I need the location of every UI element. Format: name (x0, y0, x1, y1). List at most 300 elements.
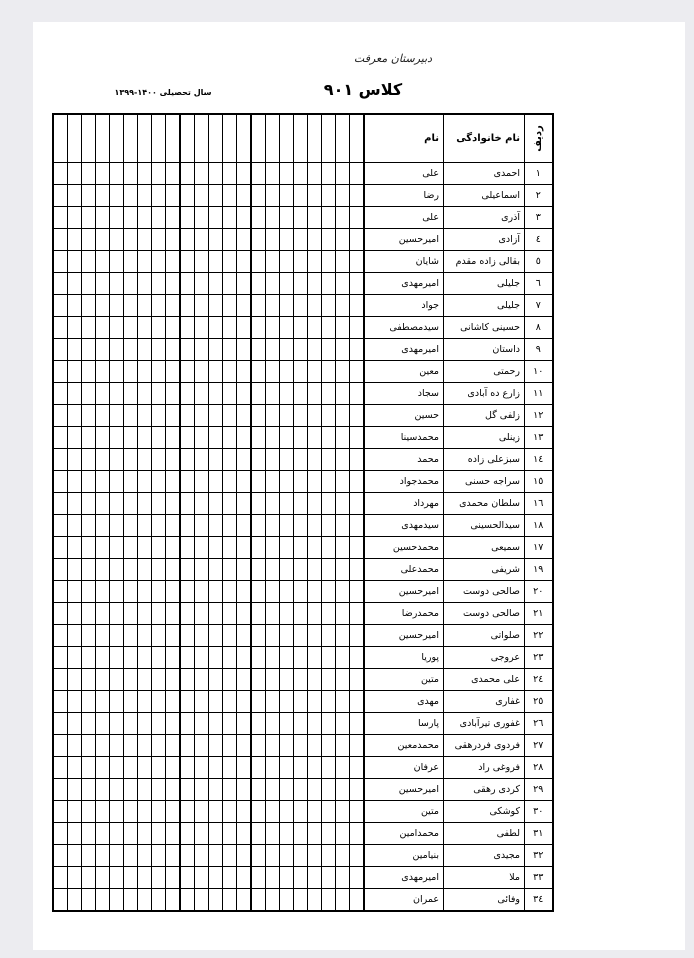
grid-cell (124, 801, 138, 823)
grid-cell (152, 713, 166, 735)
grid-cell (166, 823, 181, 845)
grid-cell (110, 757, 124, 779)
grid-cell (152, 251, 166, 273)
grid-cell (96, 471, 110, 493)
grid-cell (251, 823, 266, 845)
grid-cell (251, 867, 266, 889)
grid-cell (266, 383, 280, 405)
grid-cell (166, 625, 181, 647)
grid-cell (82, 823, 96, 845)
grid-cell (68, 537, 82, 559)
grid-cell (237, 735, 252, 757)
row-last-name: کوشکی (444, 801, 525, 823)
grid-cell (195, 207, 209, 229)
grid-cell (294, 317, 308, 339)
grid-cell (294, 603, 308, 625)
grid-cell (152, 889, 166, 912)
table-row (53, 669, 553, 691)
row-first-name: امیرحسین (364, 581, 444, 603)
grid-cell (308, 823, 322, 845)
grid-cell (336, 823, 350, 845)
grid-cell (308, 625, 322, 647)
grid-cell (124, 779, 138, 801)
row-index: ۲٦ (525, 713, 553, 735)
grid-cell (251, 625, 266, 647)
grid-cell (223, 625, 237, 647)
grid-cell (294, 823, 308, 845)
grid-cell (308, 493, 322, 515)
grid-cell (294, 339, 308, 361)
grid-cell (68, 251, 82, 273)
grid-cell (138, 537, 152, 559)
grid-cell (280, 801, 294, 823)
grid-cell (110, 669, 124, 691)
grid-cell (350, 163, 365, 185)
grid-cell (237, 867, 252, 889)
grid-cell (110, 779, 124, 801)
table-row (53, 515, 553, 537)
grid-cell (166, 581, 181, 603)
grid-cell (280, 867, 294, 889)
grid-cell (180, 603, 195, 625)
row-last-name: صلواتی (444, 625, 525, 647)
grid-cell (110, 251, 124, 273)
document-page (33, 22, 685, 950)
grid-cell (237, 317, 252, 339)
grid-cell (110, 801, 124, 823)
grid-cell (308, 713, 322, 735)
grid-cell (350, 669, 365, 691)
grid-header-cell (68, 114, 82, 163)
grid-cell (138, 185, 152, 207)
row-last-name: سیدالحسینی (444, 515, 525, 537)
grid-cell (223, 537, 237, 559)
grid-cell (322, 647, 336, 669)
row-index: ۱۳ (525, 427, 553, 449)
grid-cell (110, 625, 124, 647)
grid-cell (110, 559, 124, 581)
grid-cell (82, 537, 96, 559)
grid-cell (166, 163, 181, 185)
grid-cell (209, 823, 223, 845)
grid-cell (180, 317, 195, 339)
grid-cell (152, 801, 166, 823)
grid-cell (53, 273, 68, 295)
grid-header-cell (180, 114, 195, 163)
grid-header-cell (280, 114, 294, 163)
grid-cell (251, 229, 266, 251)
grid-cell (209, 449, 223, 471)
grid-cell (251, 691, 266, 713)
grid-cell (209, 757, 223, 779)
grid-cell (237, 251, 252, 273)
row-index: ۲٥ (525, 691, 553, 713)
grid-cell (266, 405, 280, 427)
grid-cell (308, 295, 322, 317)
grid-cell (53, 229, 68, 251)
grid-cell (280, 163, 294, 185)
row-index: ۱۸ (525, 515, 553, 537)
grid-cell (96, 339, 110, 361)
row-index: ٦ (525, 273, 553, 295)
grid-cell (237, 163, 252, 185)
grid-cell (53, 537, 68, 559)
grid-cell (82, 383, 96, 405)
row-index: ۱٦ (525, 493, 553, 515)
grid-cell (110, 405, 124, 427)
row-index: ۲۳ (525, 647, 553, 669)
grid-cell (209, 603, 223, 625)
grid-cell (195, 251, 209, 273)
grid-cell (138, 647, 152, 669)
grid-cell (350, 449, 365, 471)
grid-cell (266, 229, 280, 251)
grid-cell (336, 735, 350, 757)
grid-cell (166, 603, 181, 625)
row-first-name: علی (364, 163, 444, 185)
row-index: ۳۱ (525, 823, 553, 845)
grid-cell (180, 383, 195, 405)
table-row (53, 471, 553, 493)
grid-cell (237, 713, 252, 735)
grid-cell (110, 383, 124, 405)
grid-cell (53, 669, 68, 691)
grid-cell (209, 867, 223, 889)
grid-cell (96, 251, 110, 273)
grid-cell (124, 669, 138, 691)
row-index: ۲۰ (525, 581, 553, 603)
grid-cell (280, 427, 294, 449)
grid-cell (180, 339, 195, 361)
grid-cell (266, 493, 280, 515)
grid-cell (152, 229, 166, 251)
grid-cell (124, 449, 138, 471)
grid-cell (251, 383, 266, 405)
grid-cell (223, 493, 237, 515)
grid-cell (152, 537, 166, 559)
grid-cell (350, 515, 365, 537)
grid-cell (280, 317, 294, 339)
grid-cell (53, 713, 68, 735)
grid-cell (152, 867, 166, 889)
grid-cell (266, 647, 280, 669)
grid-cell (82, 163, 96, 185)
row-last-name: فردوی فردرهقی (444, 735, 525, 757)
grid-cell (336, 251, 350, 273)
grid-cell (223, 361, 237, 383)
grid-cell (237, 449, 252, 471)
grid-cell (223, 471, 237, 493)
table-row (53, 427, 553, 449)
grid-cell (53, 823, 68, 845)
grid-cell (266, 427, 280, 449)
grid-cell (223, 647, 237, 669)
grid-cell (166, 757, 181, 779)
grid-cell (180, 823, 195, 845)
grid-cell (180, 471, 195, 493)
grid-cell (166, 251, 181, 273)
grid-cell (322, 339, 336, 361)
grid-cell (209, 383, 223, 405)
grid-cell (308, 273, 322, 295)
grid-cell (322, 691, 336, 713)
grid-cell (53, 603, 68, 625)
grid-cell (237, 691, 252, 713)
grid-cell (209, 691, 223, 713)
grid-cell (180, 691, 195, 713)
grid-cell (308, 361, 322, 383)
grid-cell (82, 317, 96, 339)
grid-cell (180, 779, 195, 801)
grid-header-cell (237, 114, 252, 163)
row-first-name: متین (364, 669, 444, 691)
grid-cell (223, 801, 237, 823)
grid-cell (322, 801, 336, 823)
grid-cell (180, 647, 195, 669)
grid-cell (96, 295, 110, 317)
table-row (53, 823, 553, 845)
grid-cell (96, 603, 110, 625)
col-header-index (525, 114, 553, 163)
grid-cell (166, 713, 181, 735)
grid-cell (322, 295, 336, 317)
grid-cell (308, 471, 322, 493)
grid-cell (294, 449, 308, 471)
grid-cell (68, 867, 82, 889)
grid-cell (308, 207, 322, 229)
grid-cell (209, 427, 223, 449)
grid-cell (195, 427, 209, 449)
grid-cell (294, 845, 308, 867)
table-row (53, 493, 553, 515)
grid-cell (336, 603, 350, 625)
grid-cell (180, 889, 195, 912)
grid-cell (336, 427, 350, 449)
grid-cell (124, 273, 138, 295)
grid-cell (350, 757, 365, 779)
grid-cell (195, 185, 209, 207)
grid-cell (110, 603, 124, 625)
grid-cell (237, 185, 252, 207)
class-title: کلاس ۹۰۱ (323, 80, 403, 99)
grid-cell (322, 537, 336, 559)
row-index: ۱۲ (525, 405, 553, 427)
grid-cell (266, 669, 280, 691)
grid-cell (237, 405, 252, 427)
grid-cell (223, 559, 237, 581)
grid-cell (96, 581, 110, 603)
grid-cell (110, 845, 124, 867)
grid-cell (82, 713, 96, 735)
grid-cell (138, 251, 152, 273)
grid-cell (308, 801, 322, 823)
row-last-name: صالحی دوست (444, 603, 525, 625)
grid-cell (152, 207, 166, 229)
grid-cell (308, 779, 322, 801)
grid-cell (280, 823, 294, 845)
grid-cell (152, 185, 166, 207)
row-index: ۳٤ (525, 889, 553, 912)
row-index: ۲٤ (525, 669, 553, 691)
grid-header-cell (124, 114, 138, 163)
grid-header-cell (96, 114, 110, 163)
grid-cell (280, 625, 294, 647)
grid-cell (166, 889, 181, 912)
grid-cell (251, 295, 266, 317)
grid-cell (280, 295, 294, 317)
grid-cell (266, 581, 280, 603)
grid-cell (336, 757, 350, 779)
grid-cell (152, 691, 166, 713)
grid-cell (68, 493, 82, 515)
grid-cell (266, 757, 280, 779)
grid-cell (180, 669, 195, 691)
grid-cell (209, 537, 223, 559)
grid-cell (180, 713, 195, 735)
table-row (53, 559, 553, 581)
grid-cell (166, 361, 181, 383)
grid-cell (308, 691, 322, 713)
grid-cell (322, 889, 336, 912)
grid-cell (322, 207, 336, 229)
grid-cell (209, 471, 223, 493)
grid-cell (209, 625, 223, 647)
grid-cell (195, 383, 209, 405)
grid-cell (152, 163, 166, 185)
grid-cell (322, 581, 336, 603)
row-first-name: محمدامین (364, 823, 444, 845)
grid-cell (68, 295, 82, 317)
grid-cell (180, 625, 195, 647)
grid-cell (195, 823, 209, 845)
grid-cell (251, 515, 266, 537)
grid-cell (110, 273, 124, 295)
grid-cell (152, 295, 166, 317)
grid-cell (237, 493, 252, 515)
grid-cell (294, 889, 308, 912)
grid-cell (180, 537, 195, 559)
grid-cell (96, 845, 110, 867)
grid-cell (68, 713, 82, 735)
grid-cell (96, 383, 110, 405)
grid-cell (266, 361, 280, 383)
grid-cell (96, 669, 110, 691)
row-index: ۳ (525, 207, 553, 229)
grid-cell (82, 581, 96, 603)
grid-cell (110, 449, 124, 471)
grid-cell (280, 889, 294, 912)
grid-cell (96, 317, 110, 339)
grid-cell (138, 889, 152, 912)
grid-cell (124, 339, 138, 361)
grid-cell (280, 647, 294, 669)
table-row (53, 691, 553, 713)
grid-cell (53, 295, 68, 317)
grid-cell (209, 647, 223, 669)
grid-header-cell (53, 114, 68, 163)
grid-cell (209, 361, 223, 383)
grid-cell (251, 251, 266, 273)
grid-cell (68, 207, 82, 229)
grid-cell (223, 669, 237, 691)
grid-cell (266, 603, 280, 625)
grid-cell (166, 339, 181, 361)
grid-cell (237, 339, 252, 361)
grid-cell (251, 603, 266, 625)
grid-cell (110, 581, 124, 603)
grid-cell (68, 383, 82, 405)
grid-cell (308, 889, 322, 912)
grid-cell (308, 405, 322, 427)
grid-cell (195, 163, 209, 185)
grid-cell (195, 339, 209, 361)
grid-cell (266, 185, 280, 207)
grid-cell (138, 471, 152, 493)
table-row (53, 867, 553, 889)
grid-cell (124, 823, 138, 845)
grid-cell (266, 889, 280, 912)
grid-cell (322, 713, 336, 735)
grid-cell (96, 867, 110, 889)
grid-cell (237, 647, 252, 669)
grid-cell (195, 581, 209, 603)
grid-cell (152, 625, 166, 647)
grid-cell (195, 471, 209, 493)
row-index: ۲ (525, 185, 553, 207)
grid-cell (110, 185, 124, 207)
grid-cell (280, 669, 294, 691)
grid-cell (294, 427, 308, 449)
grid-cell (124, 229, 138, 251)
grid-cell (110, 493, 124, 515)
row-first-name: بنیامین (364, 845, 444, 867)
grid-cell (138, 207, 152, 229)
grid-cell (82, 251, 96, 273)
grid-cell (350, 427, 365, 449)
grid-cell (195, 669, 209, 691)
grid-cell (68, 559, 82, 581)
grid-cell (322, 251, 336, 273)
grid-cell (266, 691, 280, 713)
grid-cell (209, 251, 223, 273)
grid-cell (308, 647, 322, 669)
grid-cell (166, 845, 181, 867)
row-index: ۳۲ (525, 845, 553, 867)
grid-cell (82, 493, 96, 515)
row-last-name: صالحی دوست (444, 581, 525, 603)
row-last-name: لطفی (444, 823, 525, 845)
grid-cell (280, 845, 294, 867)
grid-cell (237, 361, 252, 383)
grid-cell (350, 361, 365, 383)
grid-cell (138, 163, 152, 185)
grid-cell (152, 581, 166, 603)
grid-cell (251, 735, 266, 757)
grid-cell (251, 207, 266, 229)
grid-cell (152, 559, 166, 581)
row-index: ۸ (525, 317, 553, 339)
attendance-table (52, 113, 554, 912)
row-index: ۳۳ (525, 867, 553, 889)
grid-cell (266, 163, 280, 185)
grid-cell (166, 735, 181, 757)
grid-cell (96, 735, 110, 757)
grid-cell (266, 823, 280, 845)
grid-cell (96, 427, 110, 449)
grid-cell (195, 889, 209, 912)
grid-cell (294, 713, 308, 735)
grid-cell (68, 449, 82, 471)
